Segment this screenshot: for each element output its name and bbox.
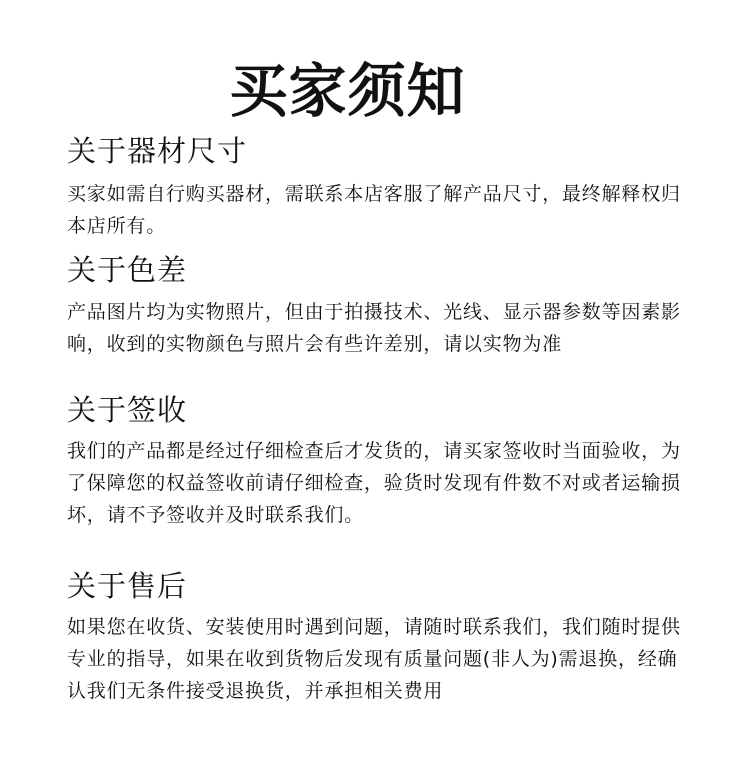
section-heading: 关于色差 xyxy=(67,253,188,287)
section-delivery-signoff xyxy=(67,390,697,531)
section-body: 我们的产品都是经过仔细检查后才发货的，请买家签收时当面验收，为了保障您的权益签收前请仔细检查，验货时发现有件数不对或者运输损坏，请不予签收并及时联系我们。 xyxy=(67,440,681,526)
section-after-sales xyxy=(67,566,697,707)
section-heading: 关于签收 xyxy=(67,393,188,427)
page-title: 买家须知 xyxy=(229,57,466,125)
section-color-difference xyxy=(67,250,697,360)
section-body: 产品图片均为实物照片，但由于拍摄技术、光线、显示器参数等因素影响，收到的实物颜色与照片会有些许差别，请以实物为准 xyxy=(67,301,681,355)
section-body: 买家如需自行购买器材，需联系本店客服了解产品尺寸，最终解释权归本店所有。 xyxy=(67,183,681,237)
section-heading: 关于售后 xyxy=(67,569,188,603)
section-equipment-size xyxy=(67,131,697,242)
section-heading: 关于器材尺寸 xyxy=(67,134,248,168)
section-body: 如果您在收货、安装使用时遇到问题，请随时联系我们，我们随时提供专业的指导，如果在收到货物后发现有质量问题(非人为)需退换，经确认我们无条件接受退换货，并承担相关费用 xyxy=(67,616,681,702)
